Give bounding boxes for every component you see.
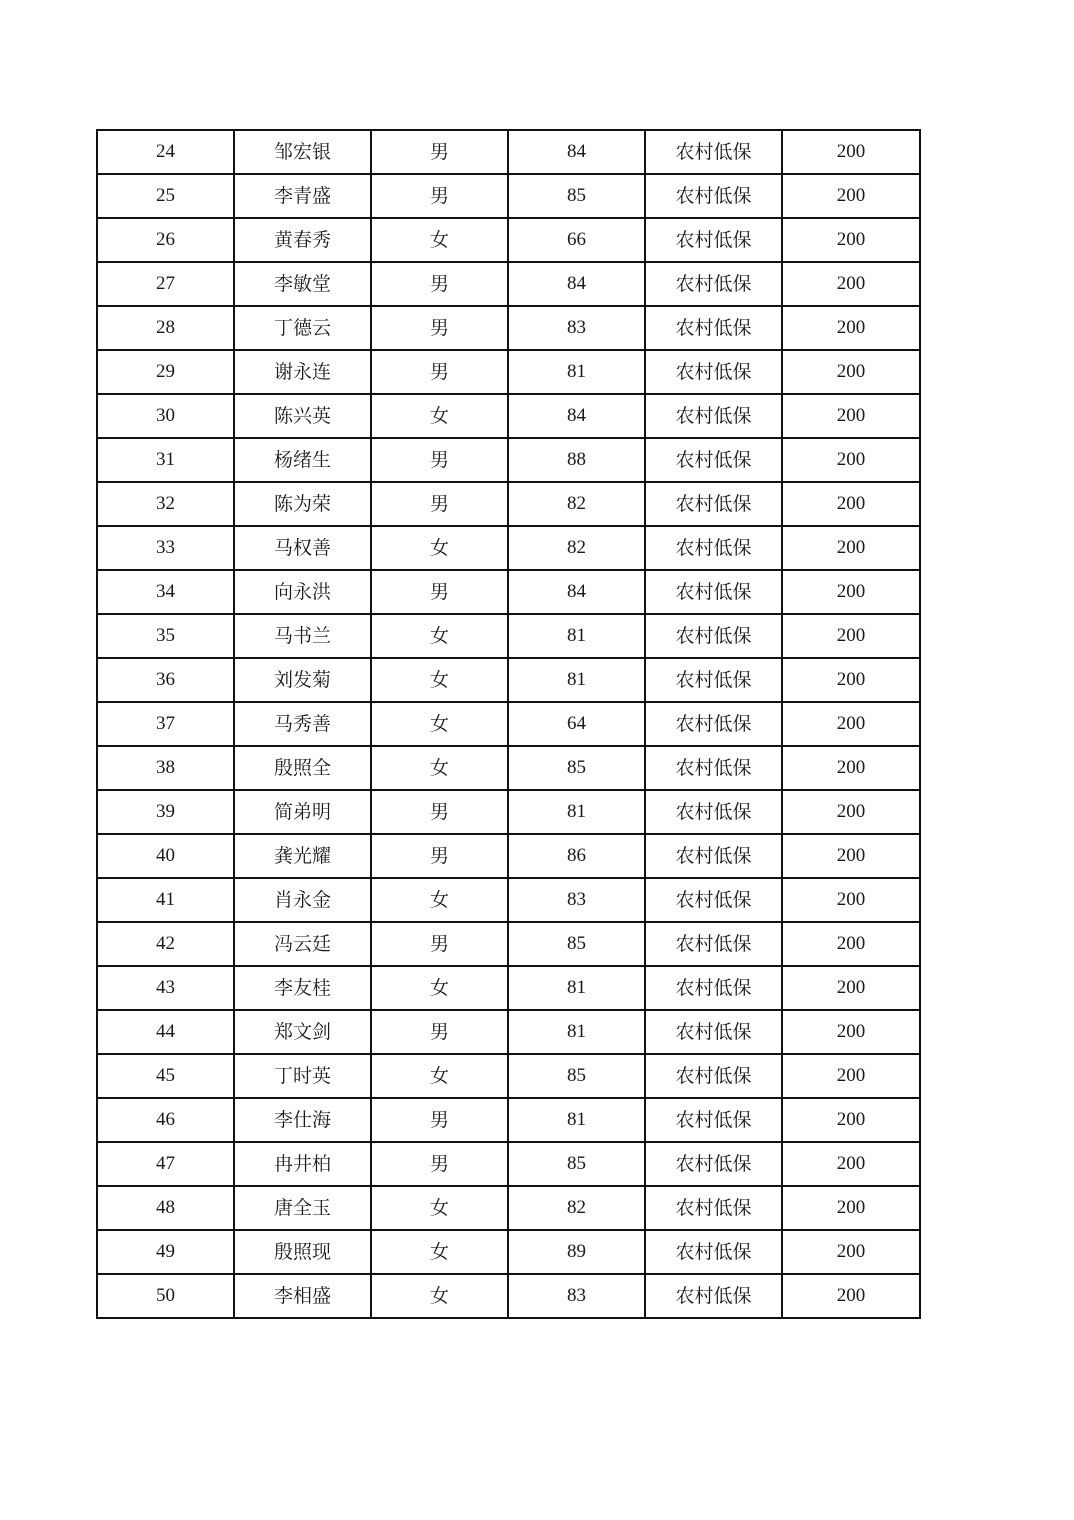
cell-number: 26 xyxy=(97,218,234,262)
cell-amount: 200 xyxy=(782,966,920,1010)
cell-amount: 200 xyxy=(782,262,920,306)
cell-amount: 200 xyxy=(782,1142,920,1186)
cell-aid-type: 农村低保 xyxy=(645,526,782,570)
cell-sex: 男 xyxy=(371,306,508,350)
table-row xyxy=(97,966,920,1010)
cell-sex: 男 xyxy=(371,482,508,526)
cell-age: 82 xyxy=(508,482,645,526)
cell-number: 24 xyxy=(97,130,234,174)
cell-age: 85 xyxy=(508,1054,645,1098)
cell-aid-type: 农村低保 xyxy=(645,966,782,1010)
cell-name: 殷照现 xyxy=(234,1230,371,1274)
cell-number: 46 xyxy=(97,1098,234,1142)
cell-number: 28 xyxy=(97,306,234,350)
cell-name: 杨绪生 xyxy=(234,438,371,482)
cell-number: 36 xyxy=(97,658,234,702)
cell-number: 30 xyxy=(97,394,234,438)
cell-amount: 200 xyxy=(782,1010,920,1054)
cell-age: 81 xyxy=(508,350,645,394)
cell-number: 50 xyxy=(97,1274,234,1318)
cell-age: 83 xyxy=(508,306,645,350)
cell-name: 李敏堂 xyxy=(234,262,371,306)
cell-sex: 男 xyxy=(371,1010,508,1054)
cell-sex: 女 xyxy=(371,1186,508,1230)
cell-sex: 女 xyxy=(371,526,508,570)
cell-number: 34 xyxy=(97,570,234,614)
cell-sex: 男 xyxy=(371,438,508,482)
cell-number: 25 xyxy=(97,174,234,218)
cell-amount: 200 xyxy=(782,1230,920,1274)
cell-amount: 200 xyxy=(782,526,920,570)
cell-number: 42 xyxy=(97,922,234,966)
cell-aid-type: 农村低保 xyxy=(645,306,782,350)
cell-name: 陈兴英 xyxy=(234,394,371,438)
cell-number: 32 xyxy=(97,482,234,526)
cell-amount: 200 xyxy=(782,614,920,658)
roster-sheet xyxy=(96,129,919,1319)
cell-name: 李相盛 xyxy=(234,1274,371,1318)
cell-name: 冯云廷 xyxy=(234,922,371,966)
cell-amount: 200 xyxy=(782,482,920,526)
cell-age: 89 xyxy=(508,1230,645,1274)
cell-aid-type: 农村低保 xyxy=(645,658,782,702)
cell-sex: 女 xyxy=(371,1274,508,1318)
table-row xyxy=(97,262,920,306)
table-row xyxy=(97,746,920,790)
cell-number: 43 xyxy=(97,966,234,1010)
cell-amount: 200 xyxy=(782,130,920,174)
table-row xyxy=(97,1186,920,1230)
cell-aid-type: 农村低保 xyxy=(645,614,782,658)
cell-sex: 男 xyxy=(371,262,508,306)
table-row xyxy=(97,1054,920,1098)
cell-age: 81 xyxy=(508,966,645,1010)
cell-age: 84 xyxy=(508,262,645,306)
cell-aid-type: 农村低保 xyxy=(645,746,782,790)
cell-aid-type: 农村低保 xyxy=(645,1274,782,1318)
cell-name: 马权善 xyxy=(234,526,371,570)
cell-age: 83 xyxy=(508,878,645,922)
cell-age: 85 xyxy=(508,746,645,790)
cell-age: 81 xyxy=(508,658,645,702)
cell-amount: 200 xyxy=(782,1054,920,1098)
cell-amount: 200 xyxy=(782,702,920,746)
cell-aid-type: 农村低保 xyxy=(645,878,782,922)
cell-sex: 女 xyxy=(371,702,508,746)
cell-aid-type: 农村低保 xyxy=(645,218,782,262)
cell-age: 86 xyxy=(508,834,645,878)
cell-sex: 男 xyxy=(371,570,508,614)
cell-name: 龚光耀 xyxy=(234,834,371,878)
cell-age: 81 xyxy=(508,1098,645,1142)
cell-aid-type: 农村低保 xyxy=(645,570,782,614)
cell-aid-type: 农村低保 xyxy=(645,130,782,174)
cell-name: 谢永连 xyxy=(234,350,371,394)
table-row xyxy=(97,174,920,218)
roster-table-body xyxy=(97,130,920,1318)
cell-amount: 200 xyxy=(782,790,920,834)
cell-aid-type: 农村低保 xyxy=(645,482,782,526)
cell-name: 陈为荣 xyxy=(234,482,371,526)
cell-amount: 200 xyxy=(782,174,920,218)
cell-age: 88 xyxy=(508,438,645,482)
table-row xyxy=(97,614,920,658)
cell-amount: 200 xyxy=(782,1186,920,1230)
cell-number: 37 xyxy=(97,702,234,746)
table-row xyxy=(97,1010,920,1054)
table-row xyxy=(97,1230,920,1274)
cell-number: 35 xyxy=(97,614,234,658)
cell-name: 邹宏银 xyxy=(234,130,371,174)
table-row xyxy=(97,218,920,262)
table-row xyxy=(97,702,920,746)
cell-aid-type: 农村低保 xyxy=(645,1186,782,1230)
table-row xyxy=(97,570,920,614)
cell-age: 66 xyxy=(508,218,645,262)
cell-aid-type: 农村低保 xyxy=(645,438,782,482)
cell-name: 向永洪 xyxy=(234,570,371,614)
cell-aid-type: 农村低保 xyxy=(645,1142,782,1186)
cell-aid-type: 农村低保 xyxy=(645,1098,782,1142)
cell-number: 44 xyxy=(97,1010,234,1054)
table-row xyxy=(97,878,920,922)
cell-aid-type: 农村低保 xyxy=(645,174,782,218)
cell-name: 丁时英 xyxy=(234,1054,371,1098)
table-row xyxy=(97,922,920,966)
cell-number: 38 xyxy=(97,746,234,790)
cell-amount: 200 xyxy=(782,570,920,614)
table-row xyxy=(97,130,920,174)
cell-number: 45 xyxy=(97,1054,234,1098)
cell-number: 29 xyxy=(97,350,234,394)
cell-number: 27 xyxy=(97,262,234,306)
cell-sex: 男 xyxy=(371,174,508,218)
table-row xyxy=(97,790,920,834)
table-row xyxy=(97,834,920,878)
cell-age: 85 xyxy=(508,922,645,966)
cell-name: 李友桂 xyxy=(234,966,371,1010)
cell-name: 马书兰 xyxy=(234,614,371,658)
cell-name: 刘发菊 xyxy=(234,658,371,702)
cell-age: 82 xyxy=(508,1186,645,1230)
cell-name: 殷照全 xyxy=(234,746,371,790)
cell-amount: 200 xyxy=(782,1274,920,1318)
cell-name: 李仕海 xyxy=(234,1098,371,1142)
cell-amount: 200 xyxy=(782,350,920,394)
cell-number: 48 xyxy=(97,1186,234,1230)
cell-number: 33 xyxy=(97,526,234,570)
cell-amount: 200 xyxy=(782,922,920,966)
cell-amount: 200 xyxy=(782,834,920,878)
cell-sex: 男 xyxy=(371,922,508,966)
cell-amount: 200 xyxy=(782,438,920,482)
cell-amount: 200 xyxy=(782,306,920,350)
cell-number: 47 xyxy=(97,1142,234,1186)
cell-name: 丁德云 xyxy=(234,306,371,350)
cell-sex: 女 xyxy=(371,658,508,702)
cell-age: 82 xyxy=(508,526,645,570)
cell-sex: 男 xyxy=(371,130,508,174)
table-row xyxy=(97,1274,920,1318)
cell-name: 马秀善 xyxy=(234,702,371,746)
cell-number: 49 xyxy=(97,1230,234,1274)
cell-aid-type: 农村低保 xyxy=(645,922,782,966)
cell-age: 64 xyxy=(508,702,645,746)
cell-age: 81 xyxy=(508,614,645,658)
cell-sex: 女 xyxy=(371,966,508,1010)
cell-amount: 200 xyxy=(782,218,920,262)
cell-sex: 女 xyxy=(371,1054,508,1098)
cell-sex: 男 xyxy=(371,1142,508,1186)
cell-name: 冉井柏 xyxy=(234,1142,371,1186)
cell-aid-type: 农村低保 xyxy=(645,262,782,306)
table-row xyxy=(97,1098,920,1142)
cell-name: 黄春秀 xyxy=(234,218,371,262)
cell-age: 84 xyxy=(508,570,645,614)
table-row xyxy=(97,526,920,570)
cell-number: 40 xyxy=(97,834,234,878)
cell-age: 83 xyxy=(508,1274,645,1318)
cell-number: 31 xyxy=(97,438,234,482)
cell-number: 41 xyxy=(97,878,234,922)
cell-aid-type: 农村低保 xyxy=(645,350,782,394)
cell-sex: 女 xyxy=(371,614,508,658)
cell-name: 唐全玉 xyxy=(234,1186,371,1230)
cell-age: 85 xyxy=(508,174,645,218)
cell-age: 85 xyxy=(508,1142,645,1186)
cell-aid-type: 农村低保 xyxy=(645,1054,782,1098)
cell-sex: 男 xyxy=(371,790,508,834)
cell-name: 简弟明 xyxy=(234,790,371,834)
cell-aid-type: 农村低保 xyxy=(645,834,782,878)
table-row xyxy=(97,438,920,482)
roster-table xyxy=(96,129,921,1319)
cell-amount: 200 xyxy=(782,658,920,702)
cell-amount: 200 xyxy=(782,394,920,438)
table-row xyxy=(97,350,920,394)
table-row xyxy=(97,482,920,526)
cell-amount: 200 xyxy=(782,746,920,790)
cell-age: 84 xyxy=(508,394,645,438)
cell-sex: 女 xyxy=(371,746,508,790)
cell-sex: 女 xyxy=(371,1230,508,1274)
cell-amount: 200 xyxy=(782,1098,920,1142)
cell-aid-type: 农村低保 xyxy=(645,702,782,746)
cell-sex: 男 xyxy=(371,350,508,394)
table-row xyxy=(97,306,920,350)
cell-aid-type: 农村低保 xyxy=(645,1010,782,1054)
cell-age: 81 xyxy=(508,1010,645,1054)
table-row xyxy=(97,1142,920,1186)
cell-sex: 女 xyxy=(371,218,508,262)
cell-sex: 男 xyxy=(371,834,508,878)
cell-age: 81 xyxy=(508,790,645,834)
cell-aid-type: 农村低保 xyxy=(645,790,782,834)
table-row xyxy=(97,658,920,702)
cell-number: 39 xyxy=(97,790,234,834)
cell-name: 郑文剑 xyxy=(234,1010,371,1054)
table-row xyxy=(97,394,920,438)
cell-name: 李青盛 xyxy=(234,174,371,218)
cell-sex: 女 xyxy=(371,878,508,922)
cell-age: 84 xyxy=(508,130,645,174)
cell-sex: 女 xyxy=(371,394,508,438)
cell-aid-type: 农村低保 xyxy=(645,394,782,438)
cell-sex: 男 xyxy=(371,1098,508,1142)
cell-amount: 200 xyxy=(782,878,920,922)
cell-aid-type: 农村低保 xyxy=(645,1230,782,1274)
cell-name: 肖永金 xyxy=(234,878,371,922)
